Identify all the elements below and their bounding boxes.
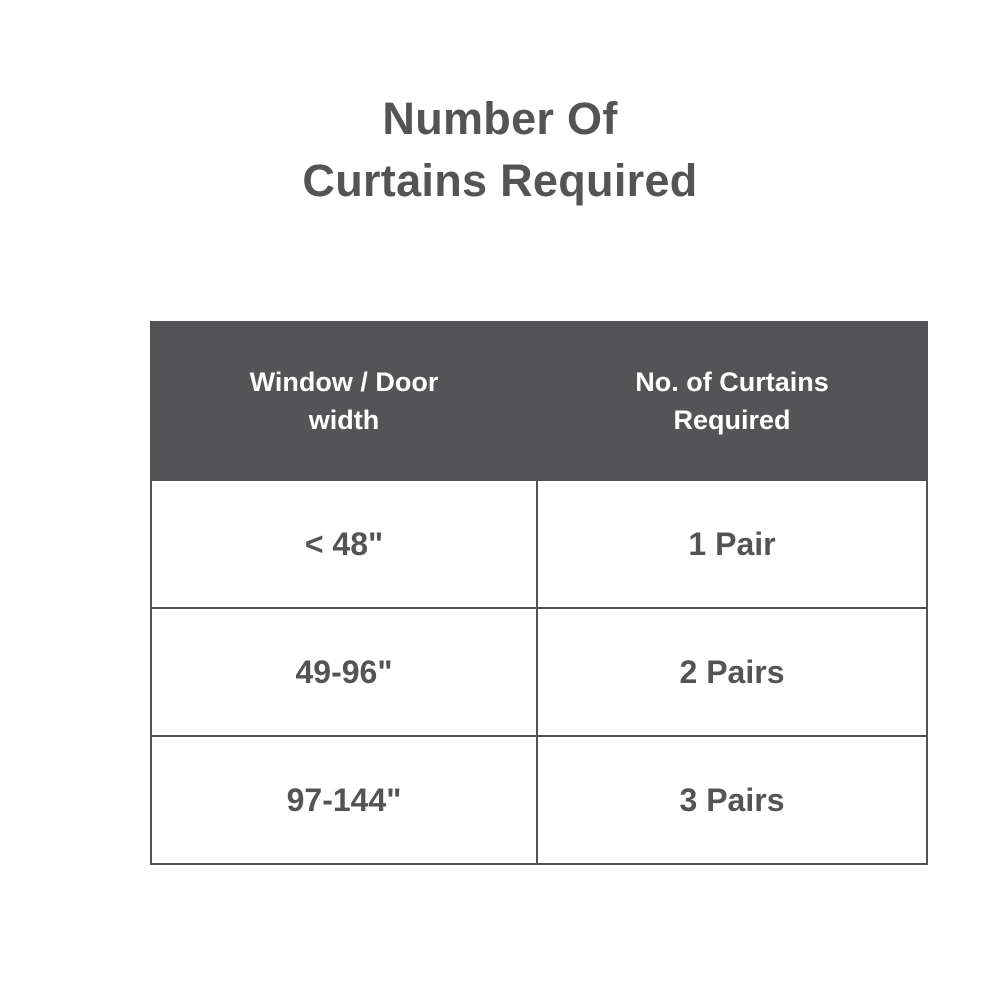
curtains-size-table: [150, 321, 928, 865]
page-title-line-2: Curtains Required: [302, 155, 698, 206]
table-header-curtains-required-line-1: No. of Curtains: [635, 367, 829, 397]
table-header-curtains-required: [537, 322, 927, 480]
curtains-table-container: [150, 321, 850, 865]
page-title: [0, 88, 1000, 212]
cell-window-width: 49-96": [151, 608, 537, 736]
table-body: [151, 480, 927, 864]
table-header-curtains-required-line-2: Required: [673, 405, 791, 435]
table-header-window-width: [151, 322, 537, 480]
table-row: [151, 608, 927, 736]
table-row: [151, 480, 927, 608]
cell-curtains-required: 1 Pair: [537, 480, 927, 608]
cell-window-width: < 48": [151, 480, 537, 608]
cell-curtains-required: 3 Pairs: [537, 736, 927, 864]
cell-curtains-required: 2 Pairs: [537, 608, 927, 736]
table-header-window-width-line-2: width: [308, 405, 380, 435]
table-header-window-width-line-1: Window / Door: [249, 367, 439, 397]
page-title-line-1: Number Of: [382, 93, 618, 144]
cell-window-width: 97-144": [151, 736, 537, 864]
table-header-row: [151, 322, 927, 480]
table-row: [151, 736, 927, 864]
table-header: [151, 322, 927, 480]
